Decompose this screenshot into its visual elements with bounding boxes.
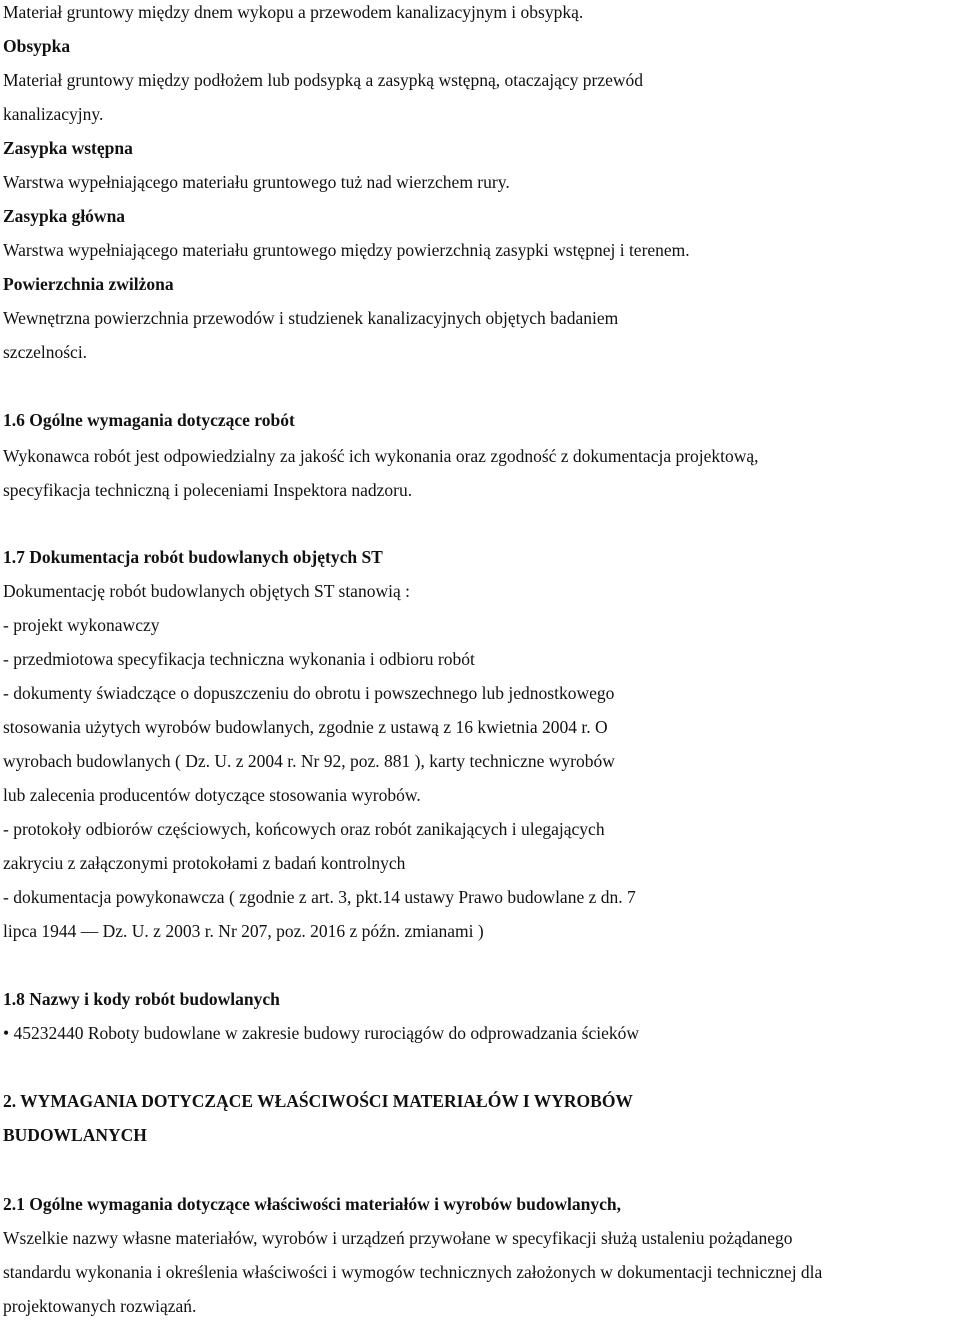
term-heading-powierzchnia-zwilzona: Powierzchnia zwilżona	[3, 274, 174, 294]
list-item: - protokoły odbiorów częściowych, końcowych oraz robót zanikających i ulegających	[3, 819, 605, 839]
paragraph-line: projektowanych rozwiązań.	[3, 1296, 197, 1316]
paragraph-line: kanalizacyjny.	[3, 104, 104, 124]
chapter-heading-2: 2. WYMAGANIA DOTYCZĄCE WŁAŚCIWOŚCI MATERIAŁÓW I WYROBÓW	[3, 1091, 633, 1111]
bullet-item: • 45232440 Roboty budowlane w zakresie budowy rurociągów do odprowadzania ścieków	[3, 1023, 639, 1043]
section-heading-1-7: 1.7 Dokumentacja robót budowlanych objętych ST	[3, 547, 383, 567]
paragraph-line: Wszelkie nazwy własne materiałów, wyrobów i urządzeń przywołane w specyfikacji służą ustaleniu pożądanego	[3, 1228, 793, 1248]
paragraph-line: Wewnętrzna powierzchnia przewodów i studzienek kanalizacyjnych objętych badaniem	[3, 308, 619, 328]
list-item: - dokumentacja powykonawcza ( zgodnie z art. 3, pkt.14 ustawy Prawo budowlane z dn. 7	[3, 887, 636, 907]
section-heading-1-8: 1.8 Nazwy i kody robót budowlanych	[3, 989, 280, 1009]
term-heading-obsypka: Obsypka	[3, 36, 71, 56]
section-heading-1-6: 1.6 Ogólne wymagania dotyczące robót	[3, 410, 295, 430]
chapter-heading-2-continuation: BUDOWLANYCH	[3, 1125, 147, 1145]
list-item-continuation: stosowania użytych wyrobów budowlanych, zgodnie z ustawą z 16 kwietnia 2004 r. O	[3, 717, 608, 737]
paragraph-line: Warstwa wypełniającego materiału gruntowego tuż nad wierzchem rury.	[3, 172, 510, 192]
paragraph-line: specyfikacja techniczną i poleceniami Inspektora nadzoru.	[3, 480, 413, 500]
list-item-continuation: wyrobach budowlanych ( Dz. U. z 2004 r. Nr 92, poz. 881 ), karty techniczne wyrobów	[3, 751, 615, 771]
list-item: - dokumenty świadczące o dopuszczeniu do obrotu i powszechnego lub jednostkowego	[3, 683, 615, 703]
list-item-continuation: lub zalecenia producentów dotyczące stosowania wyrobów.	[3, 785, 421, 805]
term-heading-zasypka-wstepna: Zasypka wstępna	[3, 138, 133, 158]
list-item-continuation: zakryciu z załączonymi protokołami z badań kontrolnych	[3, 853, 406, 873]
paragraph-line: Dokumentację robót budowlanych objętych ST stanowią :	[3, 581, 410, 601]
paragraph-line: Materiał gruntowy między dnem wykopu a przewodem kanalizacyjnym i obsypką.	[3, 2, 584, 22]
term-heading-zasypka-glowna: Zasypka główna	[3, 206, 126, 226]
list-item: - projekt wykonawczy	[3, 615, 160, 635]
paragraph-line: szczelności.	[3, 342, 88, 362]
paragraph-line: Warstwa wypełniającego materiału gruntowego między powierzchnią zasypki wstępnej i terenem.	[3, 240, 690, 260]
section-heading-2-1: 2.1 Ogólne wymagania dotyczące właściwości materiałów i wyrobów budowlanych,	[3, 1194, 621, 1214]
paragraph-line: standardu wykonania i określenia właściwości i wymogów technicznych założonych w dokumentacji technicznej dla	[3, 1262, 823, 1282]
list-item: - przedmiotowa specyfikacja techniczna wykonania i odbioru robót	[3, 649, 475, 669]
paragraph-line: Wykonawca robót jest odpowiedzialny za jakość ich wykonania oraz zgodność z dokumentacja projektową,	[3, 446, 759, 466]
paragraph-line: Materiał gruntowy między podłożem lub podsypką a zasypką wstępną, otaczający przewód	[3, 70, 643, 90]
list-item-continuation: lipca 1944 — Dz. U. z 2003 r. Nr 207, poz. 2016 z późn. zmianami )	[3, 921, 484, 941]
